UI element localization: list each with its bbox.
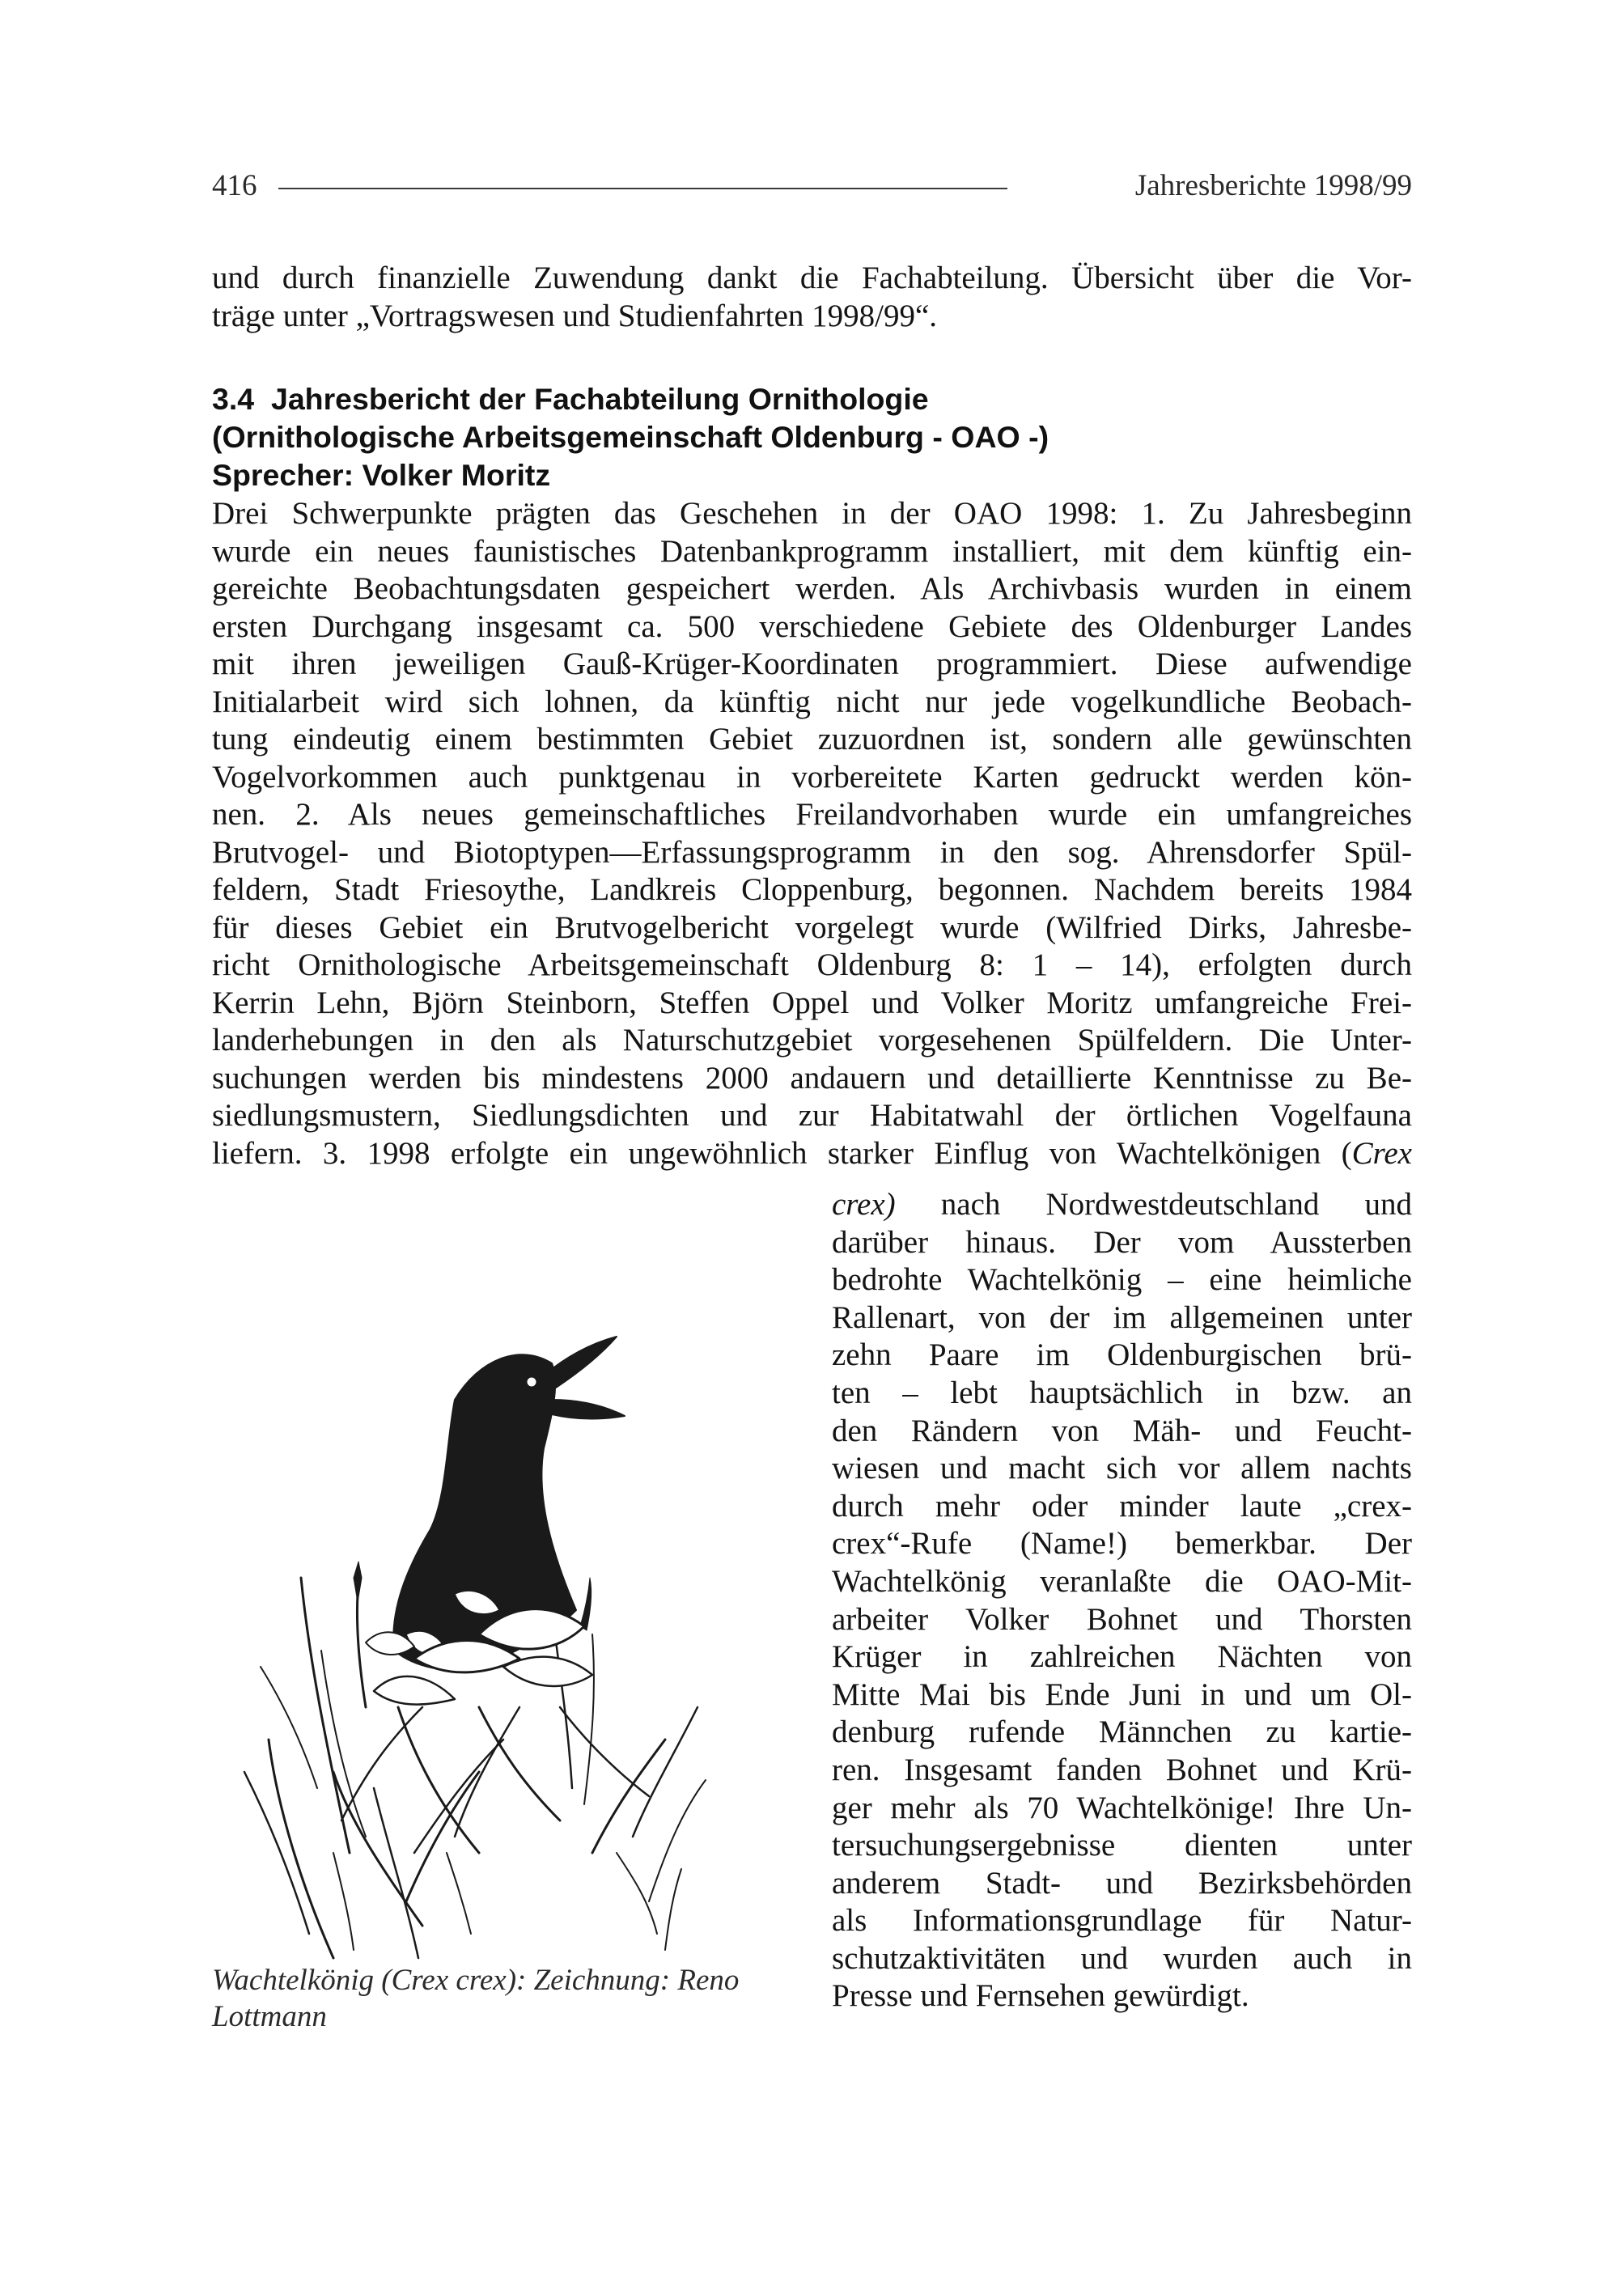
- column-line: denburg rufende Männchen zu kartie-: [832, 1714, 1412, 1750]
- right-column-text: [832, 1186, 1412, 2015]
- column-line: Presse und Fernsehen gewürdigt.: [832, 1978, 1249, 2014]
- column-line: ten – lebt hauptsächlich in bzw. an: [832, 1375, 1412, 1410]
- column-line: arbeiter Volker Bohnet und Thorsten: [832, 1601, 1412, 1637]
- intro-line: träge unter „Vortragswesen und Studienfahrten 1998/99“.: [212, 298, 938, 333]
- column-line: Wachtelkönig veranlaßte die OAO-Mit-: [832, 1563, 1412, 1599]
- column-line: durch mehr oder minder laute „crex-: [832, 1488, 1412, 1524]
- column-line: crex“-Rufe (Name!) bemerkbar. Der: [832, 1526, 1412, 1562]
- body-line: Brutvogel- und Biotoptypen—Erfassungsprogramm in den sog. Ahrensdorfer Spül-: [212, 834, 1412, 870]
- body-line: siedlungsmustern, Siedlungsdichten und zur Habitatwahl der örtlichen Vogelfauna: [212, 1098, 1412, 1133]
- column-line: ger mehr als 70 Wachtelkönige! Ihre Un-: [832, 1790, 1412, 1825]
- body-line: feldern, Stadt Friesoythe, Landkreis Cloppenburg, begonnen. Nachdem bereits 1984: [212, 872, 1412, 907]
- header-rule: [278, 188, 1007, 189]
- body-line: Drei Schwerpunkte prägten das Geschehen in der OAO 1998: 1. Zu Jahresbeginn: [212, 496, 1412, 531]
- body-line-text: liefern. 3. 1998 erfolgte ein ungewöhnlich starker Einflug von Wachtelkönigen (: [212, 1135, 1352, 1171]
- intro-line: und durch finanzielle Zuwendung dankt die Fachabteilung. Übersicht über die Vor-: [212, 261, 1412, 295]
- body-line: suchungen werden bis mindestens 2000 andauern und detaillierte Kenntnisse zu Be-: [212, 1060, 1412, 1096]
- body-line: landerhebungen in den als Naturschutzgebiet vorgesehenen Spülfeldern. Die Unter-: [212, 1023, 1412, 1057]
- corncrake-illustration: [212, 1286, 795, 1966]
- intro-paragraph: [212, 260, 1412, 335]
- column-line: schutzaktivitäten und wurden auch in: [832, 1940, 1412, 1976]
- section-title: 3.4 Jahresbericht der Fachabteilung Ornithologie: [212, 382, 929, 416]
- section-speaker: Sprecher: Volker Moritz: [212, 458, 551, 492]
- body-line: Vogelvorkommen auch punktgenau in vorbereitete Karten gedruckt werden kön-: [212, 759, 1412, 795]
- body-line: Initialarbeit wird sich lohnen, da künftig nicht nur jede vogelkundliche Beobach-: [212, 684, 1412, 719]
- section-subtitle: (Ornithologische Arbeitsgemeinschaft Oldenburg - OAO -): [212, 420, 1049, 454]
- column-line-text: nach Nordwestdeutschland und: [895, 1187, 1412, 1222]
- body-paragraph: [212, 495, 1412, 1172]
- column-line: als Informationsgrundlage für Natur-: [832, 1903, 1412, 1939]
- column-line: darüber hinaus. Der vom Aussterben: [832, 1224, 1412, 1260]
- body-line: mit ihren jeweiligen Gauß-Krüger-Koordinaten programmiert. Diese aufwendige: [212, 646, 1412, 681]
- column-line: tersuchungsergebnisse dienten unter: [832, 1828, 1412, 1863]
- column-line: zehn Paare im Oldenburgischen brü-: [832, 1337, 1412, 1373]
- section-heading: [212, 380, 1412, 494]
- column-line: wiesen und macht sich vor allem nachts: [832, 1451, 1412, 1486]
- caption-line: Lottmann: [212, 2000, 327, 2033]
- column-line: bedrohte Wachtelkönig – eine heimliche: [832, 1262, 1412, 1298]
- column-line: anderem Stadt- und Bezirksbehörden: [832, 1865, 1412, 1901]
- species-name-italic: crex): [832, 1187, 896, 1222]
- body-line: ersten Durchgang insgesamt ca. 500 verschiedene Gebiete des Oldenburger Landes: [212, 608, 1412, 644]
- figure-caption: [212, 1962, 795, 2035]
- column-line: ren. Insgesamt fanden Bohnet und Krü-: [832, 1752, 1412, 1787]
- body-line: für dieses Gebiet ein Brutvogelbericht vorgelegt wurde (Wilfried Dirks, Jahresbe-: [212, 909, 1412, 945]
- column-line: Mitte Mai bis Ende Juni in und um Ol-: [832, 1676, 1412, 1712]
- column-line: Krüger in zahlreichen Nächten von: [832, 1639, 1412, 1675]
- body-line: Kerrin Lehn, Björn Steinborn, Steffen Oppel und Volker Moritz umfangreiche Frei-: [212, 985, 1412, 1020]
- body-line: wurde ein neues faunistisches Datenbankprogramm installiert, mit dem künftig ein-: [212, 533, 1412, 569]
- page-number: 416: [212, 169, 257, 202]
- body-line: gereichte Beobachtungsdaten gespeichert werden. Als Archivbasis wurden in einem: [212, 571, 1412, 606]
- column-line: [832, 1186, 1412, 1224]
- species-name-italic: Crex: [1351, 1135, 1412, 1171]
- corncrake-drawing-icon: [212, 1286, 795, 1966]
- body-line: richt Ornithologische Arbeitsgemeinschaft Oldenburg 8: 1 – 14), erfolgten durch: [212, 947, 1412, 982]
- column-line: Rallenart, von der im allgemeinen unter: [832, 1299, 1412, 1335]
- column-line: den Rändern von Mäh- und Feucht-: [832, 1413, 1412, 1448]
- caption-line: Wachtelkönig (Crex crex): Zeichnung: Reno: [212, 1964, 740, 1997]
- body-line: nen. 2. Als neues gemeinschaftliches Freilandvorhaben wurde ein umfangreiches: [212, 797, 1412, 832]
- body-line: [212, 1135, 1412, 1173]
- running-header: [212, 165, 1412, 207]
- body-line: tung eindeutig einem bestimmten Gebiet zuzuordnen ist, sondern alle gewünschten: [212, 722, 1412, 757]
- running-title: Jahresberichte 1998/99: [1134, 169, 1412, 202]
